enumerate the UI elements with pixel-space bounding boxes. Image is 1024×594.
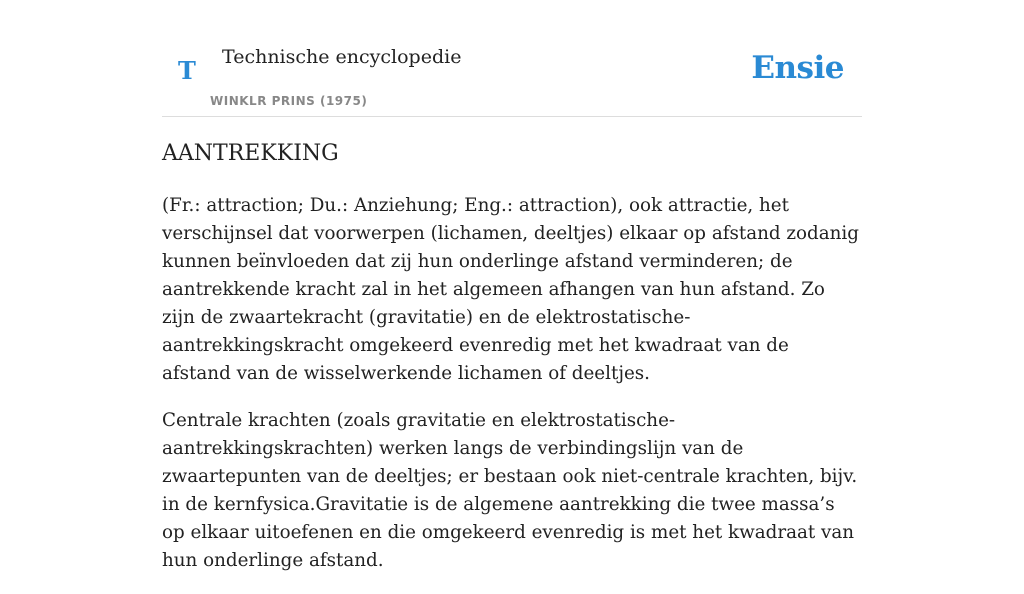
book-title-link[interactable]: Technische encyclopedie bbox=[222, 46, 462, 68]
entry-content bbox=[162, 192, 862, 594]
book-source: WINKLR PRINS (1975) bbox=[210, 94, 368, 108]
entry-paragraph: Centrale krachten (zoals gravitatie en elektrostatische-aantrekkingskrachten) werken langs de verbindingslijn van de zwaartepunten van de deeltjes; er bestaan ook niet-centrale krachten, bijv. in de kernfysica.Gravitatie is de algemene aantrekking die twee massa’s op elkaar uitoefenen en die omgekeerd evenredig is met het kwadraat van hun onderlinge afstand. bbox=[162, 410, 858, 571]
book-logo-icon[interactable]: T bbox=[178, 56, 196, 85]
entry-paragraph: (Fr.: attraction; Du.: Anziehung; Eng.: attraction), ook attractie, het verschijnsel dat voorwerpen (lichamen, deeltjes) elkaar op afstand zodanig kunnen beïnvloeden dat zij hun onderlinge afstand verminderen; de aantrekkende kracht zal in het algemeen afhangen van hun afstand. Zo zijn de zwaartekracht (gravitatie) en de elektrostatische-aantrekkingskracht omgekeerd evenredig met het kwadraat van de afstand van de wisselwerkende lichamen of deeltjes. bbox=[162, 195, 859, 384]
ensie-logo[interactable]: Ensie bbox=[751, 50, 844, 86]
entry-title: AANTREKKING bbox=[162, 141, 339, 166]
page-header bbox=[162, 0, 862, 117]
